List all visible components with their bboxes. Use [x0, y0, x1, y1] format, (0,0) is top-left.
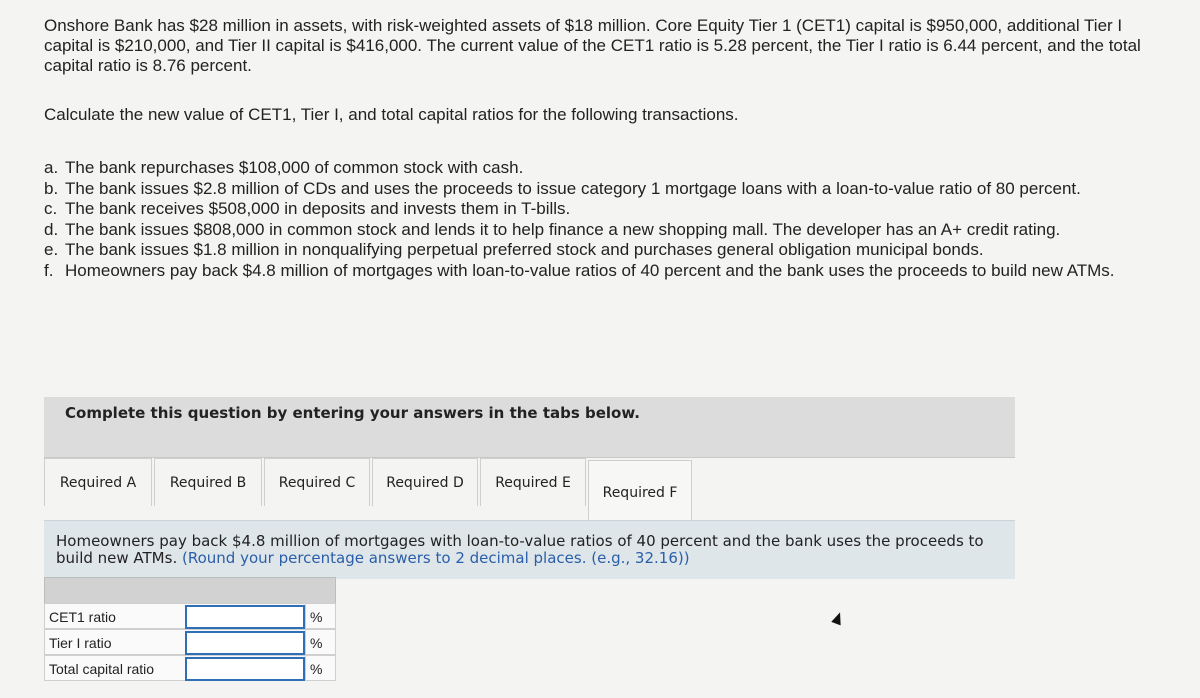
percent-unit: %	[305, 604, 322, 628]
item-letter: c.	[44, 199, 58, 218]
table-row	[44, 655, 336, 681]
answer-table-header	[44, 577, 336, 606]
tier1-ratio-input[interactable]	[185, 631, 305, 655]
complete-question-bar	[44, 397, 1015, 458]
panel-question	[56, 533, 996, 567]
list-item	[44, 158, 1124, 179]
question-panel	[44, 520, 1015, 579]
rounding-hint: (Round your percentage answers to 2 decimal places. (e.g., 32.16))	[182, 549, 690, 567]
tab-required-d[interactable]: Required D	[372, 458, 478, 506]
item-text: The bank repurchases $108,000 of common stock with cash.	[65, 158, 524, 177]
item-text: The bank receives $508,000 in deposits and invests them in T-bills.	[65, 199, 571, 218]
percent-unit: %	[305, 630, 322, 654]
tab-required-a[interactable]: Required A	[44, 458, 152, 506]
problem-intro: Onshore Bank has $28 million in assets, with risk-weighted assets of $18 million. Core Equity Tier 1 (CET1) capital is $950,000, additional Tier I capital is $210,000, and Tier II capital is $416,000. The current value of the CET1 ratio is 5.28 percent, the Tier I ratio is 6.44 percent, and the total capital ratio is 8.76 percent.	[44, 16, 1141, 75]
tab-required-b[interactable]: Required B	[154, 458, 262, 506]
transaction-list	[44, 158, 1124, 281]
panel-question-text: Homeowners pay back $4.8 million of mortgages with loan-to-value ratios of 40 percent and the bank uses the proceeds to build new ATMs.	[56, 532, 984, 567]
item-text: Homeowners pay back $4.8 million of mortgages with loan-to-value ratios of 40 percent and the bank uses the proceeds to build new ATMs.	[65, 260, 1115, 280]
percent-unit: %	[305, 656, 322, 680]
list-item	[44, 199, 1124, 220]
cet1-ratio-input[interactable]	[185, 605, 305, 629]
row-label: CET1 ratio	[49, 609, 116, 625]
item-letter: b.	[44, 178, 59, 198]
complete-prompt: Complete this question by entering your answers in the tabs below.	[65, 404, 640, 422]
table-row	[44, 603, 336, 629]
item-text: The bank issues $2.8 million of CDs and uses the proceeds to issue category 1 mortgage loans with a loan-to-value ratio of 80 percent.	[65, 178, 1081, 198]
tab-required-e[interactable]: Required E	[480, 458, 586, 506]
list-item	[44, 220, 1124, 241]
required-tabs	[44, 458, 744, 522]
list-item	[44, 240, 1124, 261]
list-item	[44, 261, 1124, 282]
item-text: The bank issues $1.8 million in nonqualifying perpetual preferred stock and purchases general obligation municipal bonds.	[65, 240, 984, 259]
item-text: The bank issues $808,000 in common stock and lends it to help finance a new shopping mall. The developer has an A+ credit rating.	[65, 219, 1061, 239]
list-item	[44, 179, 1124, 200]
table-row	[44, 629, 336, 655]
item-letter: d.	[44, 219, 59, 239]
item-letter: a.	[44, 158, 59, 177]
total-capital-ratio-input[interactable]	[185, 657, 305, 681]
item-letter: e.	[44, 240, 59, 259]
item-letter: f.	[44, 260, 54, 280]
mouse-cursor-icon	[831, 611, 845, 626]
tab-required-c[interactable]: Required C	[264, 458, 370, 506]
tab-required-f[interactable]: Required F	[588, 460, 692, 520]
instruction-text: Calculate the new value of CET1, Tier I, and total capital ratios for the following transactions.	[44, 105, 739, 124]
row-label: Tier I ratio	[49, 635, 112, 651]
row-label: Total capital ratio	[49, 661, 155, 677]
